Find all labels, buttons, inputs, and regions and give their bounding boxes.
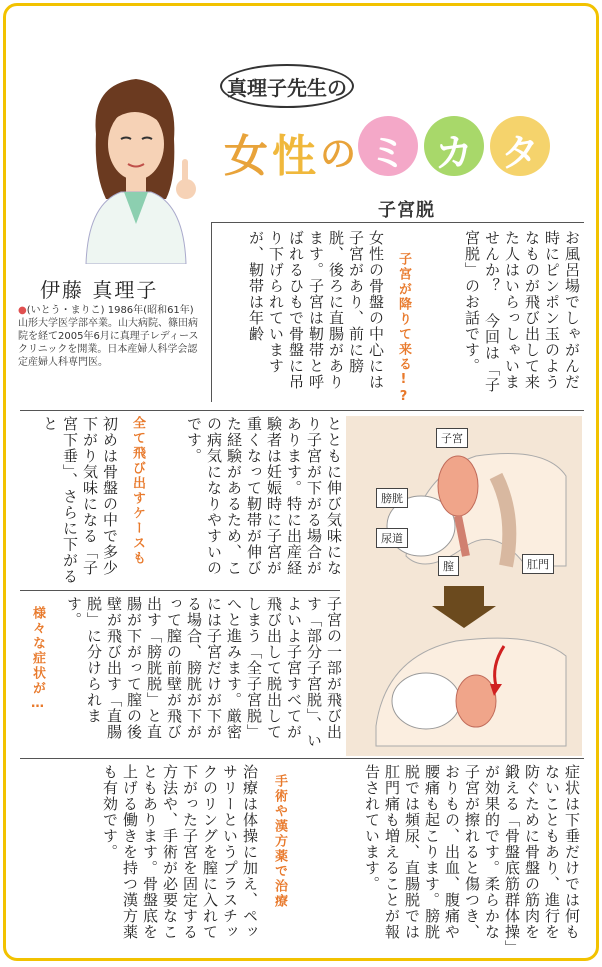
author-bio: ●(いとう・まりこ) 1986年(昭和61年)山形大学医学部卒業。山大病院、篠田病院を経て2005年6月に真理子レディースクリニックを開業。日本産婦人科学会認定産婦人科専門医。 — [18, 305, 199, 368]
title-char-4: ミ — [368, 131, 407, 175]
section-body-4: 治療は体操に加え、ペッサリーというプラスチックのリングを膣に入れて下がった子宮を固定する方法や、手術が必要なこともあります。骨盤底を上げる働きを持つ漢方薬も有効です。 — [101, 764, 259, 940]
section-body-1b: とともに伸び気味になり子宮が下がる場合があります。特に出産経験者は妊娠時に子宮が重くなって靭帯が伸びた経験があるため、この病気になりやすいのです。 — [185, 416, 343, 576]
section-heading-2: 全て飛び出すケースも — [130, 416, 145, 566]
label-urethra: 尿道 — [376, 528, 408, 548]
section-body-3: 症状は下垂だけでは何もないこともあり、進行を防ぐために骨盤の筋肉を鍛える「骨盤底筋群体操」が効果的です。柔らかな子宮が擦れると傷つき、おりもの、出血、腹痛や腰痛も起こります。膀胱脱では頻尿、直腸脱では肛門痛も増えることが報告されています。 — [363, 764, 581, 949]
article-page — [3, 3, 599, 961]
title-char-3: の — [320, 134, 357, 175]
title-char-1: 女 — [224, 131, 268, 182]
topic-title: 子宮脱 — [378, 200, 435, 221]
doctor-illustration — [66, 64, 206, 264]
author-name: 伊藤 真理子 — [40, 278, 159, 302]
label-vagina: 膣 — [438, 556, 459, 576]
section-heading-1: 子宮が降りて来る!? — [396, 252, 411, 406]
section-body-2a: 初めは骨盤の中で多少下がり気味になる「子宮下垂」、さらに下がると — [41, 416, 119, 585]
label-uterus: 子宮 — [436, 428, 468, 448]
label-bladder: 膀胱 — [376, 488, 408, 508]
author-bio-text: (いとう・まりこ) 1986年(昭和61年)山形大学医学部卒業。山大病院、篠田病院を経て2005年6月に真理子レディースクリニックを開業。日本産婦人科学会認定産婦人科専門医。 — [18, 305, 199, 368]
anatomy-diagram-svg — [346, 416, 582, 756]
label-anus: 肛門 — [522, 554, 554, 574]
intro-paragraph: お風呂場でしゃがんだ時にピンポン玉のようなものが飛び出して来た人はいらっしゃいませんか？ 今回は「子宮脱」のお話です。 — [463, 230, 581, 393]
section-heading-4: 手術や漢方薬で治療 — [272, 774, 287, 909]
title-char-5: カ — [434, 131, 473, 175]
section-heading-3: 様々な症状が… — [30, 606, 45, 713]
section-body-1a: 女性の骨盤の中心には子宮があり、前に膀胱、後ろに直腸があります。子宮は靭帯と呼ばれるひもで骨盤に吊り下げられていますが、靭帯は年齢 — [247, 230, 385, 390]
article-title — [220, 116, 570, 182]
header-speech-bubble — [220, 64, 354, 108]
section-body-2b: 子宮の一部が飛び出す「部分子宮脱」、いよいよ子宮すべてが飛び出して脱出してしまう「全子宮脱」へと進みます。厳密には子宮だけが下がる場合、膀胱が下がって膣の前壁が飛び出す「膀胱脱」と直腸が下がって膣の後壁が飛び出す「直腸脱」に分けられます。 — [65, 596, 343, 749]
title-char-6: タ — [500, 131, 539, 175]
header-bubble-text: 真理子先生の — [227, 75, 347, 100]
title-char-2: 性 — [272, 131, 316, 182]
anatomy-diagram — [346, 416, 582, 756]
